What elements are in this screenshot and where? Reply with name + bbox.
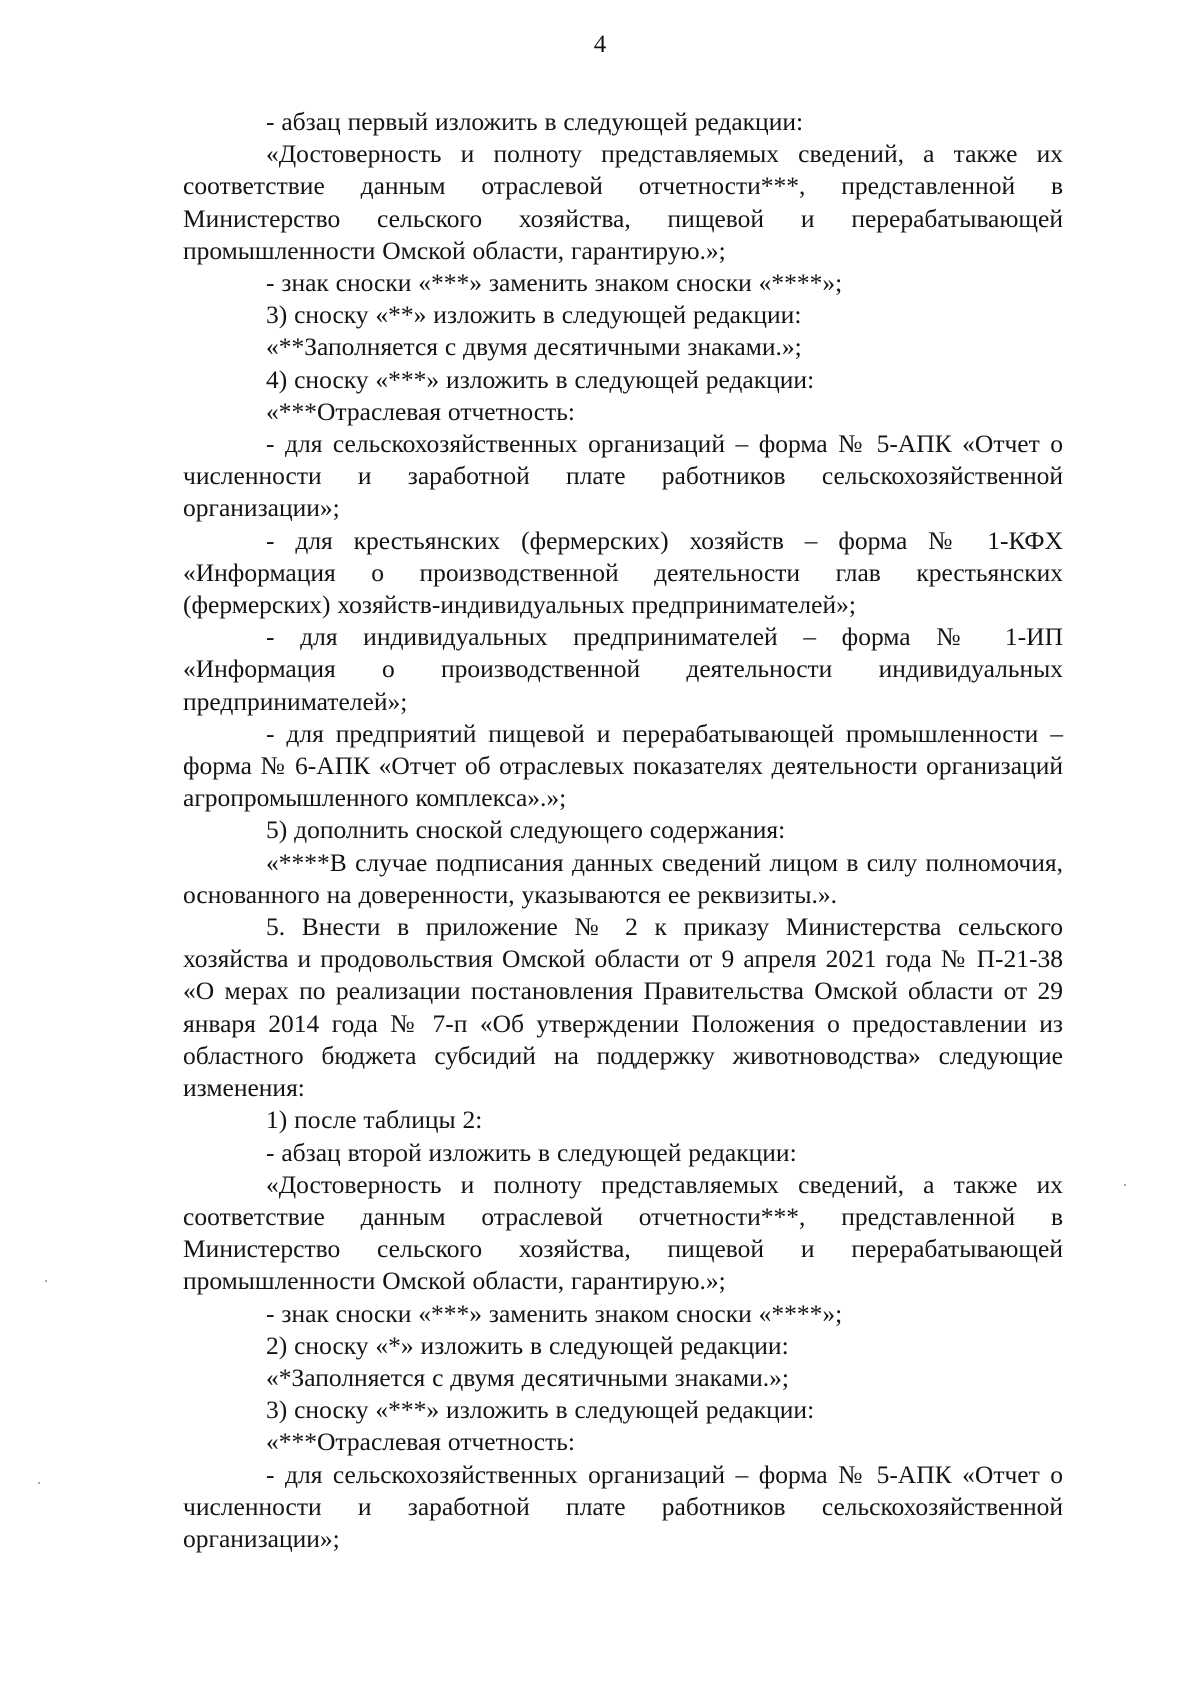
scan-speck bbox=[38, 1482, 40, 1484]
page-number: 4 bbox=[593, 31, 607, 58]
paragraph-20: «*Заполняется с двумя десятичными знаками.»; bbox=[266, 1362, 789, 1392]
paragraph-2: «Достоверность и полноту представляемых сведений, а также их соответствие данным отраслевой отчетности***, представленной в Министерство сельского хозяйства, пищевой и перерабатывающей промышленности Омской области, гарантирую.»; bbox=[183, 139, 1063, 265]
paragraph-6: 4) сноску «***» изложить в следующей редакции: bbox=[266, 364, 815, 394]
scan-speck bbox=[45, 1280, 47, 1282]
paragraph-11: - для предприятий пищевой и перерабатывающей промышленности – форма № 6-АПК «Отчет об отраслевых показателях деятельности организаций агропромышленного комплекса».»; bbox=[183, 718, 1063, 813]
paragraph-17: «Достоверность и полноту представляемых сведений, а также их соответствие данным отраслевой отчетности***, представленной в Министерство сельского хозяйства, пищевой и перерабатывающей промышленности Омской области, гарантирую.»; bbox=[183, 1169, 1063, 1296]
paragraph-10: - для индивидуальных предпринимателей – форма № 1-ИП «Информация о производственной деятельности индивидуальных предпринимателей»; bbox=[183, 622, 1063, 716]
document-body bbox=[183, 106, 1063, 1555]
paragraph-1: - абзац первый изложить в следующей редакции: bbox=[266, 107, 804, 136]
paragraph-7: «***Отраслевая отчетность: bbox=[266, 396, 575, 426]
paragraph-14: 5. Внести в приложение № 2 к приказу Министерства сельского хозяйства и продовольствия Омской области от 9 апреля 2021 года № П-21-38 «О мерах по реализации постановления Правительства Омской области от 29 января 2014 года № 7-п «Об утверждении Положения о предоставлении из областного бюджета субсидий на поддержку животноводства» следующие изменения: bbox=[183, 912, 1063, 1103]
paragraph-19: 2) сноску «*» изложить в следующей редакции: bbox=[266, 1330, 789, 1360]
paragraph-12: 5) дополнить сноской следующего содержания: bbox=[266, 815, 786, 845]
paragraph-18: - знак сноски «***» заменить знаком сноски «****»; bbox=[266, 1298, 843, 1328]
scan-speck bbox=[1124, 1184, 1126, 1186]
paragraph-3: - знак сноски «***» заменить знаком сноски «****»; bbox=[266, 268, 843, 298]
paragraph-21: 3) сноску «***» изложить в следующей редакции: bbox=[266, 1395, 815, 1425]
paragraph-5: «**Заполняется с двумя десятичными знаками.»; bbox=[266, 332, 802, 362]
paragraph-23: - для сельскохозяйственных организаций – форма № 5-АПК «Отчет о численности и заработной плате работников сельскохозяйственной организации»; bbox=[183, 1459, 1063, 1553]
paragraph-13: «****В случае подписания данных сведений лицом в силу полномочия, основанного на доверенности, указываются ее реквизиты.». bbox=[183, 847, 1063, 909]
paragraph-16: - абзац второй изложить в следующей редакции: bbox=[266, 1137, 797, 1167]
paragraph-22: «***Отраслевая отчетность: bbox=[266, 1427, 575, 1457]
paragraph-8: - для сельскохозяйственных организаций – форма № 5-АПК «Отчет о численности и заработной плате работников сельскохозяйственной организации»; bbox=[183, 429, 1063, 523]
paragraph-9: - для крестьянских (фермерских) хозяйств – форма № 1-КФХ «Информация о производственной деятельности глав крестьянских (фермерских) хозяйств-индивидуальных предпринимателей»; bbox=[183, 525, 1063, 620]
paragraph-15: 1) после таблицы 2: bbox=[266, 1105, 483, 1135]
paragraph-4: 3) сноску «**» изложить в следующей редакции: bbox=[266, 300, 802, 330]
